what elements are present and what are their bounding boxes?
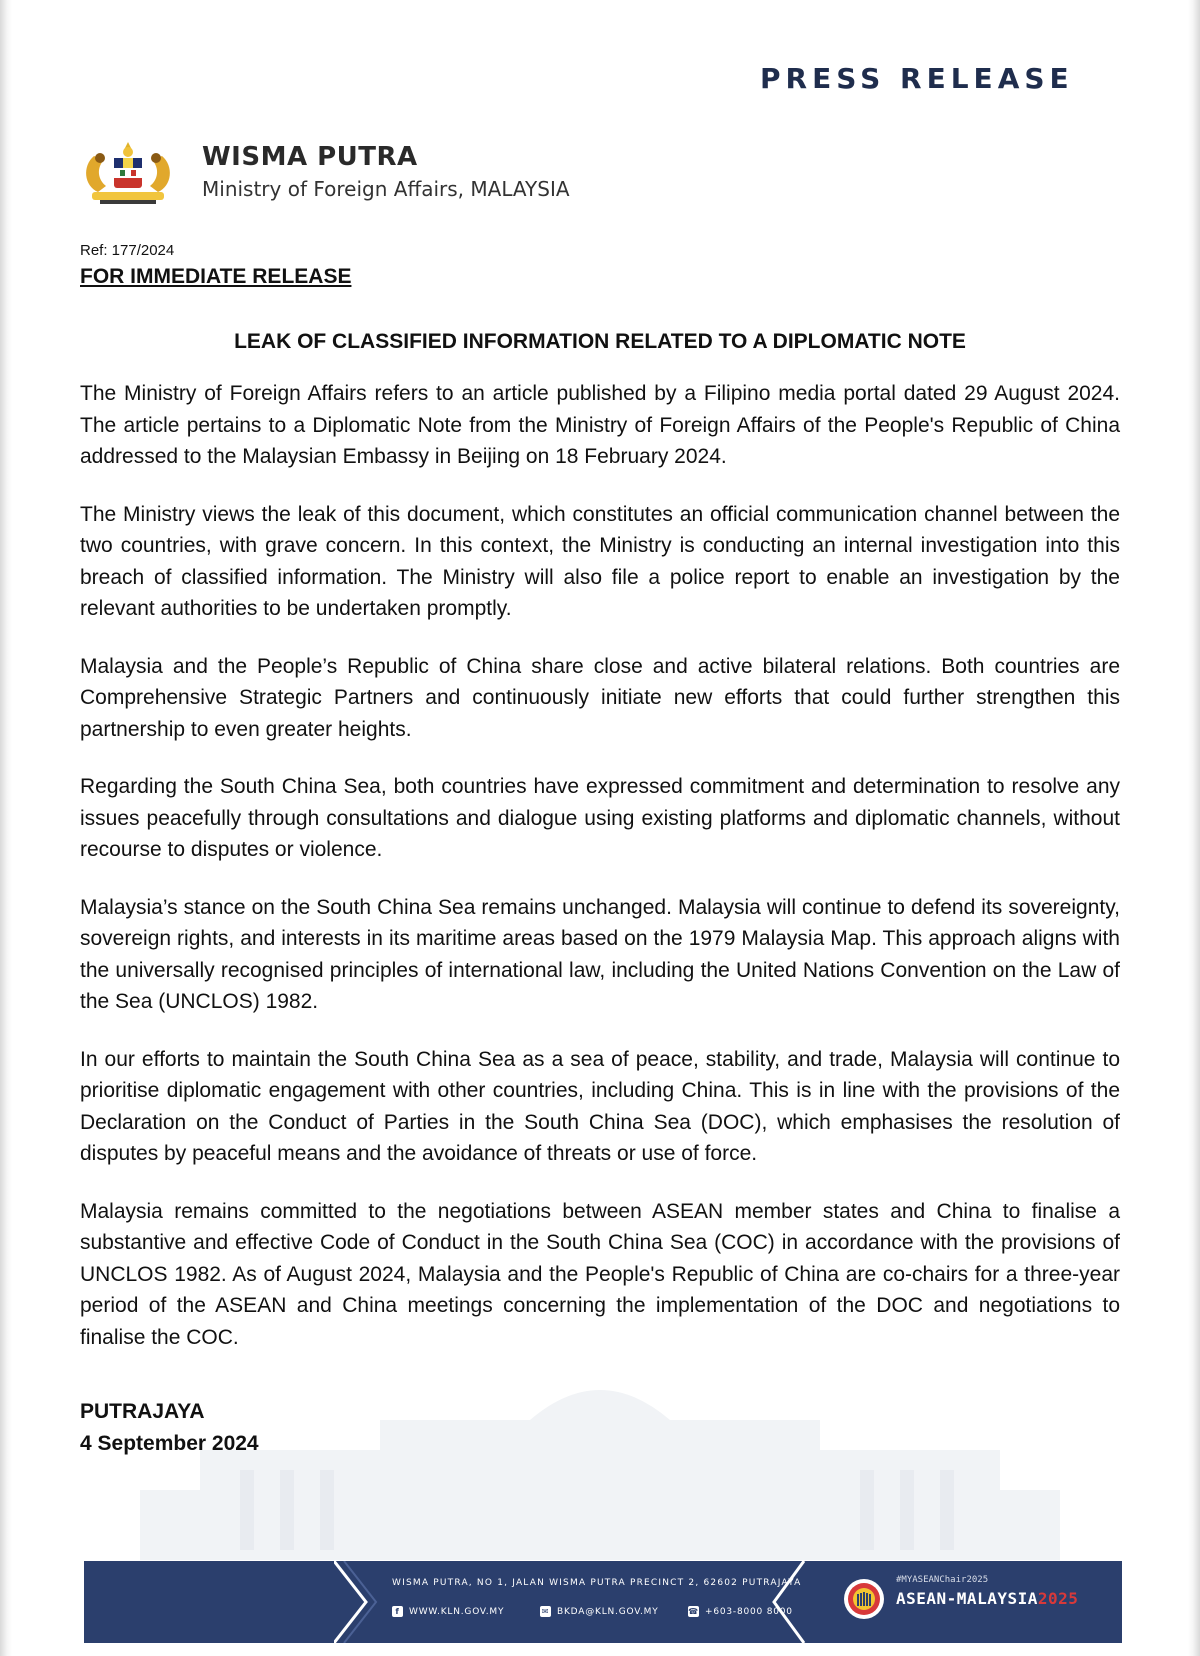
org-name: WISMA PUTRA: [202, 142, 418, 172]
press-release-title: PRESS RELEASE: [760, 62, 1074, 95]
mail-icon: ✉: [541, 1607, 550, 1616]
email-text: BKDA@KLN.GOV.MY: [557, 1606, 659, 1617]
building-watermark: [80, 1360, 1120, 1560]
paragraph: Malaysia remains committed to the negotiations between ASEAN member states and China to finalise a substantive and effective Code of Conduct in the South China Sea (COC) in accordance with the provisions of UNCLOS 1982. As of August 2024, Malaysia and the People's Republic of China are co-chairs for a three-year period of the ASEAN and China meetings concerning the implementation of the DOC and negotiations to finalise the COC.: [80, 1199, 1120, 1349]
footer-banner: [84, 1561, 1122, 1643]
footer-email[interactable]: [540, 1606, 659, 1617]
paragraph: In our efforts to maintain the South China Sea as a sea of peace, stability, and trade, Malaysia will continue to prioritise diplomatic engagement with other countries, including China. This is in line with the provisions of the Declaration on the Conduct of Parties in the South China Sea (DOC), which emphasises the resolution of disputes by peaceful means and the avoidance of threats or use of force.: [80, 1047, 1120, 1165]
facebook-icon: f: [392, 1606, 403, 1617]
release-label: FOR IMMEDIATE RELEASE: [80, 265, 352, 288]
paragraph: The Ministry of Foreign Affairs refers to an article published by a Filipino media portal dated 29 August 2024. The article pertains to a Diplomatic Note from the Ministry of Foreign Affairs of the People's Republic of China addressed to the Malaysian Embassy in Beijing on 18 February 2024.: [80, 382, 1120, 468]
malaysia-coat-of-arms-icon: [80, 138, 176, 208]
paragraph: The Ministry views the leak of this document, which constitutes an official communication channel between the two countries, with grave concern. In this context, the Ministry is conducting an internal investigation into this breach of classified information. The Ministry will also file a police report to enable an investigation by the relevant authorities to be undertaken promptly.: [80, 502, 1120, 620]
signoff: [80, 1396, 259, 1460]
paragraph: Regarding the South China Sea, both countries have expressed commitment and determination to resolve any issues peacefully through consultations and dialogue using existing platforms and diplomatic channels, without recourse to disputes or violence.: [80, 775, 1120, 861]
press-headline: LEAK OF CLASSIFIED INFORMATION RELATED TO A DIPLOMATIC NOTE: [234, 330, 966, 353]
location: PUTRAJAYA: [80, 1400, 205, 1423]
page-shadow-left: [0, 0, 12, 1656]
asean-logo-icon: [844, 1579, 884, 1619]
date: 4 September 2024: [80, 1432, 259, 1455]
footer-website[interactable]: [392, 1606, 504, 1617]
website-text: WWW.KLN.GOV.MY: [409, 1606, 505, 1617]
asean-label: ASEAN-MALAYSIA: [896, 1589, 1038, 1608]
phone-text: +603-8000 8000: [705, 1606, 793, 1617]
asean-year: 2025: [1037, 1589, 1079, 1608]
paragraph: Malaysia’s stance on the South China Sea remains unchanged. Malaysia will continue to defend its sovereignty, sovereign rights, and interests in its maritime areas based on the 1979 Malaysia Map. This approach aligns with the universally recognised principles of international law, including the United Nations Convention on the Law of the Sea (UNCLOS) 1982.: [80, 895, 1120, 1013]
asean-hashtag: #MYASEANChair2025: [896, 1575, 989, 1585]
footer-phone[interactable]: [688, 1606, 793, 1617]
reference-number: Ref: 177/2024: [80, 242, 175, 259]
asean-malaysia-label: [896, 1589, 1078, 1608]
footer-address: WISMA PUTRA, NO 1, JALAN WISMA PUTRA PRECINCT 2, 62602 PUTRAJAYA: [392, 1578, 802, 1588]
org-subtitle: Ministry of Foreign Affairs, MALAYSIA: [202, 177, 570, 201]
press-body: [80, 378, 1120, 1379]
page-shadow-right: [1188, 0, 1200, 1656]
phone-icon: ☎: [688, 1607, 699, 1616]
paragraph: Malaysia and the People’s Republic of China share close and active bilateral relations. Both countries are Comprehensive Strategic Partners and continuously initiate new efforts that could further strengthen this partnership to even greater heights.: [80, 654, 1120, 741]
